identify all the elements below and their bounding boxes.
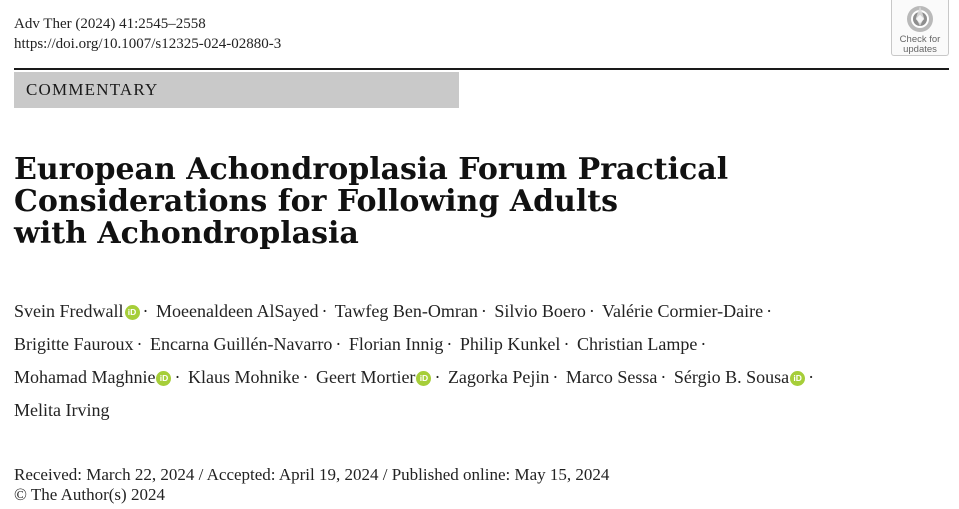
author-separator: · [700, 334, 707, 354]
author-separator: · [321, 301, 328, 321]
author-separator: · [588, 301, 595, 321]
author-name[interactable]: Melita Irving [14, 400, 110, 420]
author-separator: · [563, 334, 570, 354]
dates-line: Received: March 22, 2024 / Accepted: April 19, 2024 / Published online: May 15, 2024 [14, 465, 610, 484]
title-line: European Achondroplasia Forum Practical [14, 152, 729, 187]
orcid-icon[interactable]: iD [125, 305, 140, 320]
journal-reference [14, 14, 281, 54]
author-line [14, 361, 939, 394]
author-name[interactable]: Svein Fredwall [14, 301, 124, 321]
author-separator: · [766, 301, 773, 321]
author-name[interactable]: Moeenaldeen AlSayed [156, 301, 319, 321]
author-separator: · [660, 367, 667, 387]
publication-dates [14, 465, 609, 505]
orcid-icon[interactable]: iD [156, 371, 171, 386]
check-for-updates-badge[interactable] [891, 0, 949, 56]
author-name[interactable]: Valérie Cormier-Daire [602, 301, 764, 321]
journal-citation: Adv Ther (2024) 41:2545–2558 [14, 16, 206, 32]
author-separator: · [434, 367, 441, 387]
author-separator: · [480, 301, 487, 321]
author-separator: · [136, 334, 143, 354]
author-name[interactable]: Philip Kunkel [459, 334, 561, 354]
author-name[interactable]: Klaus Mohnike [187, 367, 300, 387]
article-type-band: COMMENTARY [14, 72, 459, 108]
author-name[interactable]: Marco Sessa [565, 367, 658, 387]
author-separator: · [302, 367, 309, 387]
author-name[interactable]: Florian Innig [348, 334, 444, 354]
author-separator: · [335, 334, 342, 354]
author-line [14, 394, 939, 427]
author-separator: · [174, 367, 181, 387]
copyright-line: © The Author(s) 2024 [14, 485, 165, 504]
author-name[interactable]: Christian Lampe [576, 334, 698, 354]
author-name[interactable]: Silvio Boero [494, 301, 586, 321]
check-updates-line2: updates [903, 44, 937, 55]
author-name[interactable]: Brigitte Fauroux [14, 334, 134, 354]
author-name[interactable]: Zagorka Pejin [447, 367, 550, 387]
author-separator: · [142, 301, 149, 321]
orcid-icon[interactable]: iD [416, 371, 431, 386]
author-name[interactable]: Mohamad Maghnie [14, 367, 156, 387]
author-name[interactable]: Tawfeg Ben-Omran [334, 301, 478, 321]
doi-link[interactable]: https://doi.org/10.1007/s12325-024-02880-3 [14, 36, 282, 52]
header-rule [14, 68, 949, 70]
crossmark-icon [905, 4, 935, 34]
author-line [14, 295, 939, 328]
author-separator: · [446, 334, 453, 354]
author-name[interactable]: Encarna Guillén-Navarro [150, 334, 333, 354]
author-line [14, 328, 939, 361]
author-separator: · [808, 367, 815, 387]
author-separator: · [552, 367, 559, 387]
title-line: Considerations for Following Adults [14, 184, 618, 219]
author-name[interactable]: Geert Mortier [315, 367, 416, 387]
orcid-icon[interactable]: iD [790, 371, 805, 386]
author-name[interactable]: Sérgio B. Sousa [673, 367, 790, 387]
author-list [14, 295, 939, 427]
article-title [14, 154, 914, 250]
check-updates-line1: Check for [899, 34, 941, 45]
title-line: with Achondroplasia [14, 216, 359, 251]
